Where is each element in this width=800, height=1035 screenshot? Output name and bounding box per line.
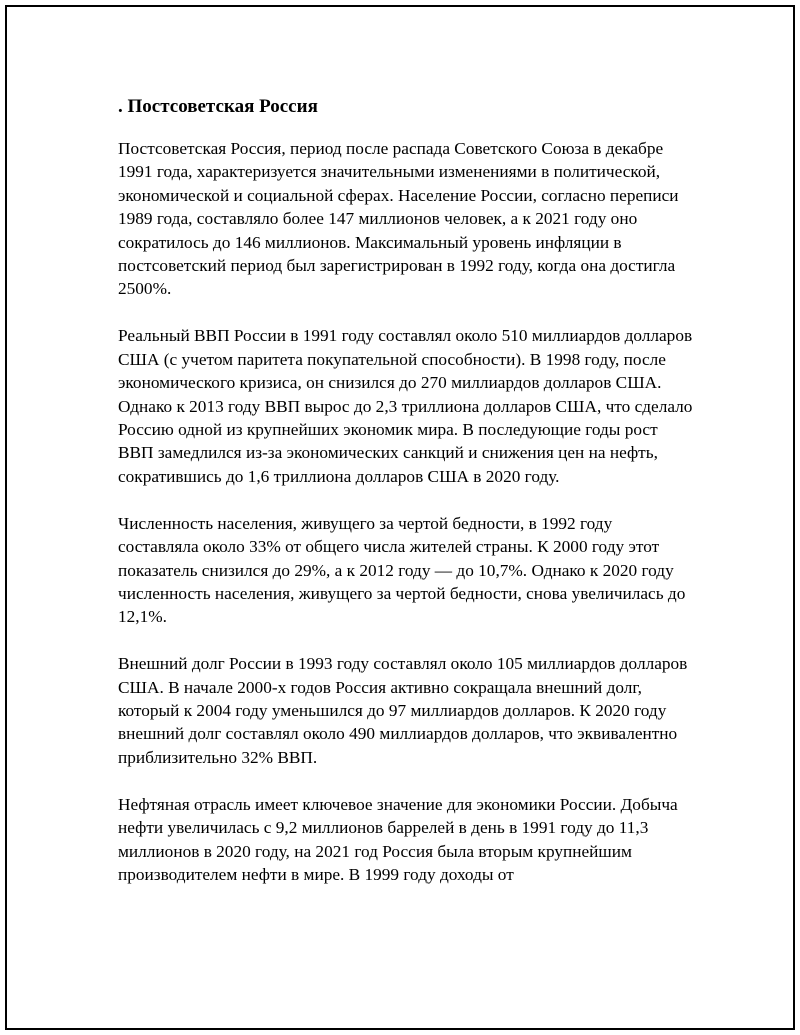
paragraph-gdp: Реальный ВВП России в 1991 году составлял около 510 миллиардов долларов США (с учетом паритета покупательной способности). В 1998 году, после экономического кризиса, он снизился до 270 миллиардов долларов США. Однако к 2013 году ВВП вырос до 2,3 триллиона долларов США, что сделало Россию одной из крупнейших экономик мира. В последующие годы рост ВВП замедлился из-за экономических санкций и снижения цен на нефть, сократившись до 1,6 триллиона долларов США в 2020 году. [118, 326, 693, 486]
section-heading: . Постсоветская Россия [118, 96, 318, 117]
paragraph-poverty: Численность населения, живущего за чертой бедности, в 1992 году составляла около 33% от общего числа жителей страны. К 2000 году этот показатель снизился до 29%, а к 2012 году — до 10,7%. Однако к 2020 году численность населения, живущего за чертой бедности, снова увеличилась до 12,1%. [118, 513, 686, 627]
paragraph-intro: Постсоветская Россия, период после распада Советского Союза в декабре 1991 года, характеризуется значительными изменениями в политической, экономической и социальной сферах. Население России, согласно переписи 1989 года, составляло более 147 миллионов человек, а к 2021 году оно сократилось до 146 миллионов. Максимальный уровень инфляции в постсоветский период был зарегистрирован в 1992 году, когда она достигла 2500%. [118, 139, 679, 299]
paragraph-external-debt: Внешний долг России в 1993 году составлял около 105 миллиардов долларов США. В начале 2000-х годов Россия активно сокращала внешний долг, который к 2004 году уменьшился до 97 миллиардов долларов. К 2020 году внешний долг составлял около 490 миллиардов долларов, что эквивалентно приблизительно 32% ВВП. [118, 654, 688, 767]
document-body [118, 94, 693, 910]
paragraph-oil-industry: Нефтяная отрасль имеет ключевое значение для экономики России. Добыча нефти увеличилась с 9,2 миллионов баррелей в день в 1991 году до 11,3 миллионов в 2020 году, на 2021 год Россия была вторым крупнейшим производителем нефти в мире. В 1999 году доходы от [118, 794, 678, 884]
